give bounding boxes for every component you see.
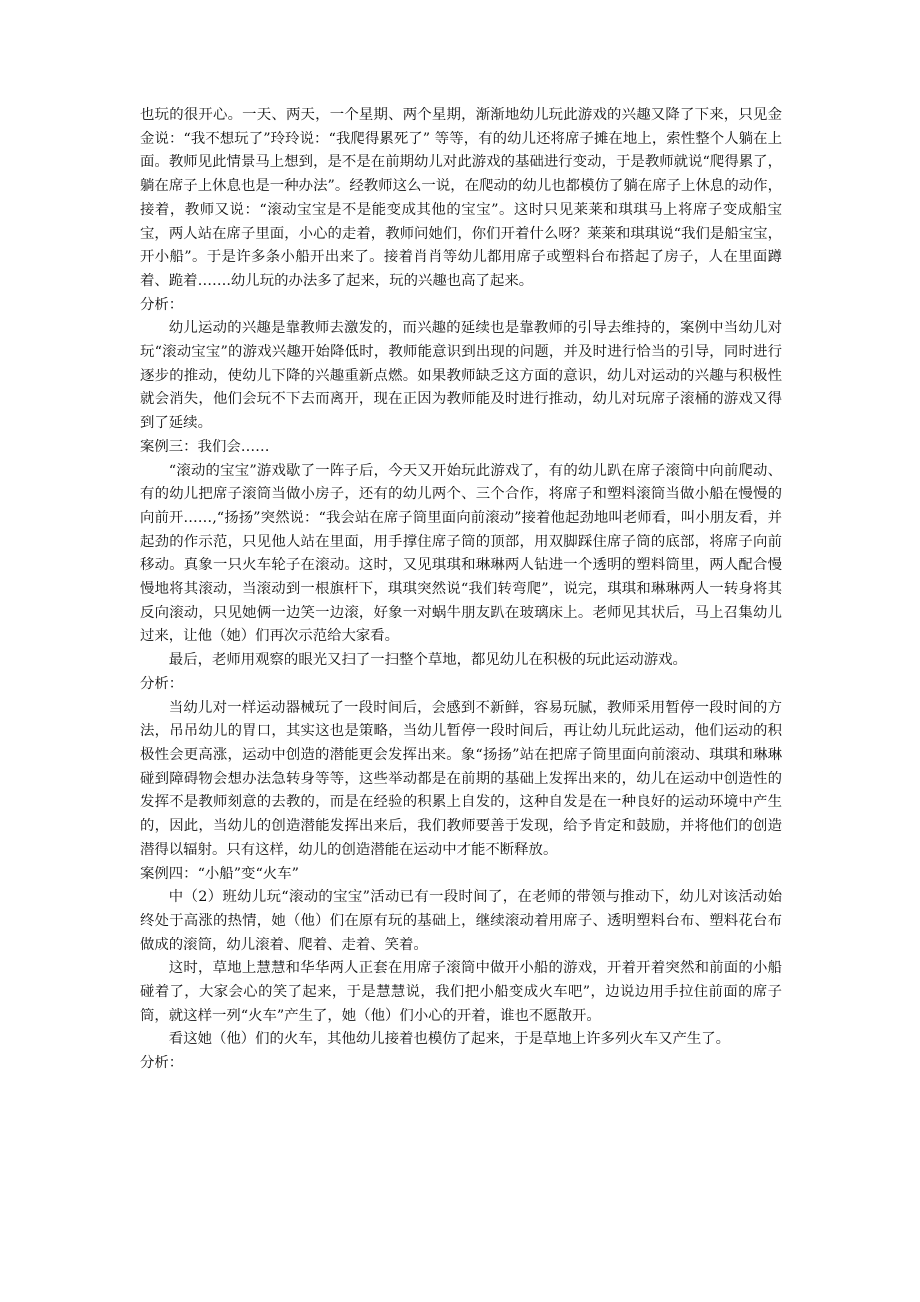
paragraph-case-4-3: 看这她（他）们的火车，其他幼儿接着也模仿了起来，于是草地上许多列火车又产生了。 xyxy=(168,1031,731,1048)
paragraph-analysis-1: 幼儿运动的兴趣是靠教师去激发的，而兴趣的延续也是靠教师的引导去维持的，案例中当幼儿对玩“滚动宝宝”的游戏兴趣开始降低时，教师能意识到出现的问题，并及时进行恰当的引导，同时进行逐步的推动，使幼儿下降的兴趣重新点燃。如果教师缺乏这方面的意识，幼儿对运动的兴趣与积极性就会消失，他们会玩不下去而离开，现在正因为教师能及时进行推动，幼儿对玩席子滚桶的游戏又得到了延续。 xyxy=(140,320,782,432)
paragraph-case-3-end: 最后，老师用观察的眼光又扫了一扫整个草地，都见幼儿在积极的玩此运动游戏。 xyxy=(168,652,687,669)
heading-analysis-2: 分析： xyxy=(140,675,184,692)
paragraph-case-3: “滚动的宝宝”游戏歇了一阵子后，今天又开始玩此游戏了，有的幼儿趴在席子滚筒中向前爬动、有的幼儿把席子滚筒当做小房子，还有的幼儿两个、三个合作，将席子和塑料滚筒当做小船在慢慢的向前开……,“扬扬”突然说：“我会站在席子筒里面向前滚动”接着他起劲地叫老师看，叫小朋友看，并起劲的作示范，只见他人站在里面，用手撑住席子筒的顶部，用双脚踩住席子筒的底部，将席子向前移动。真象一只火车轮子在滚动。这时，又见琪琪和琳琳两人钻进一个透明的塑料筒里，两人配合慢慢地将其滚动，当滚动到一根旗杆下，琪琪突然说“我们转弯爬”，说完，琪琪和琳琳两人一转身将其反向滚动，只见她俩一边笑一边滚，好象一对蜗牛朋友趴在玻璃床上。老师见其状后，马上召集幼儿过来，让他（她）们再次示范给大家看。 xyxy=(140,462,782,645)
heading-analysis-3: 分析： xyxy=(140,1055,184,1072)
document-body xyxy=(140,104,782,1076)
paragraph-intro: 也玩的很开心。一天、两天，一个星期、两个星期，渐渐地幼儿玩此游戏的兴趣又降了下来，只见金金说：“我不想玩了”玲玲说：“我爬得累死了” 等等，有的幼儿还将席子摊在地上，索性整个人躺在上面。教师见此情景马上想到，是不是在前期幼儿对此游戏的基础进行变动，于是教师就说“爬得累了，躺在席子上休息也是一种办法”。经教师这么一说，在爬动的幼儿也都模仿了躺在席子上休息的动作，接着，教师又说：“滚动宝宝是不是能变成其他的宝宝”。这时只见莱莱和琪琪马上将席子变成船宝宝，两人站在席子里面，小心的走着，教师问她们，你们开着什么呀？莱莱和琪琪说“我们是船宝宝，开小船”。于是许多条小船开出来了。接着肖肖等幼儿都用席子或塑料台布搭起了房子，人在里面蹲着、跪着…….幼儿玩的办法多了起来，玩的兴趣也高了起来。 xyxy=(140,107,782,289)
heading-case-4: 案例四：“小船”变“火车” xyxy=(140,865,299,882)
paragraph-analysis-2: 当幼儿对一样运动器械玩了一段时间后，会感到不新鲜，容易玩腻，教师采用暂停一段时间的方法，吊吊幼儿的胃口，其实这也是策略，当幼儿暂停一段时间后，再让幼儿玩此运动，他们运动的积极性会更高涨，运动中创造的潜能更会发挥出来。象“扬扬”站在把席子筒里面向前滚动、琪琪和琳琳碰到障碍物会想办法急转身等等，这些举动都是在前期的基础上发挥出来的，幼儿在运动中创造性的发挥不是教师刻意的去教的，而是在经验的积累上自发的，这种自发是在一种良好的运动环境中产生的，因此，当幼儿的创造潜能发挥出来后，我们教师要善于发现，给予肯定和鼓励，并将他们的创造潜得以辐射。只有这样，幼儿的创造潜能在运动中才能不断释放。 xyxy=(140,699,782,858)
heading-analysis-1: 分析： xyxy=(140,296,184,313)
paragraph-case-4-1: 中（2）班幼儿玩“滚动的宝宝”活动已有一段时间了，在老师的带领与推动下，幼儿对该活动始终处于高涨的热情，她（他）们在原有玩的基础上，继续滚动着用席子、透明塑料台布、塑料花台布做成的滚筒，幼儿滚着、爬着、走着、笑着。 xyxy=(140,889,782,953)
paragraph-case-4-2: 这时，草地上慧慧和华华两人正套在用席子滚筒中做开小船的游戏，开着开着突然和前面的小船碰着了，大家会心的笑了起来，于是慧慧说，我们把小船变成火车吧”，边说边用手拉住前面的席子筒，就这样一列“火车”产生了，她（他）们小心的开着，谁也不愿散开。 xyxy=(140,960,782,1024)
heading-case-3: 案例三：我们会…… xyxy=(140,438,270,455)
